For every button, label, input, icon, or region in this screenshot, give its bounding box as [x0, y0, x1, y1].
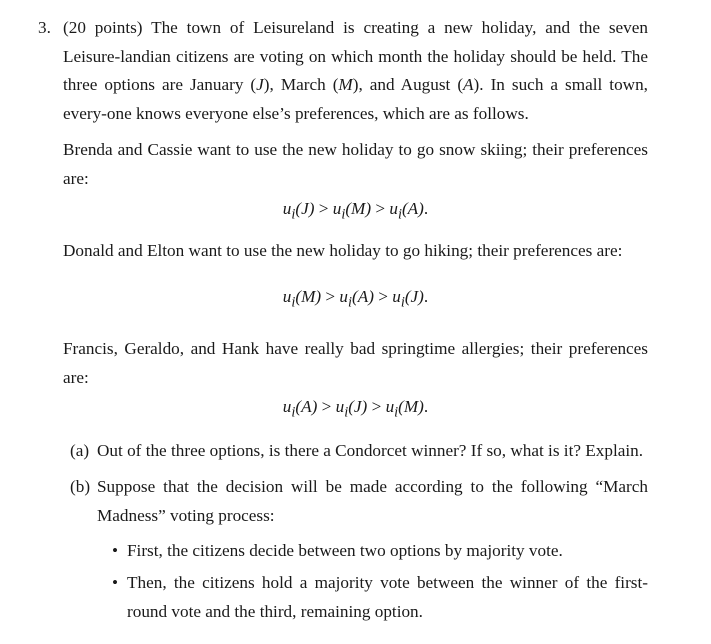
group3-preference: $u_i(A) > u_i(J) > u_i(M)$.	[282, 397, 429, 421]
bullet-text: First, the citizens decide between two options by majority vote.	[127, 541, 563, 560]
problem-number: 3.	[38, 18, 51, 37]
bullet-dot-icon: •	[112, 541, 119, 560]
bullet-text: Then, the citizens hold a majority vote between the winner of the first-round vote and the third, remaining option.	[127, 573, 648, 621]
group3-text: Francis, Geraldo, and Hank have really bad springtime allergies; their preferences are:	[63, 339, 648, 387]
part-b-label: (b)	[70, 477, 91, 496]
group1-text: Brenda and Cassie want to use the new holiday to go snow skiing; their preferences are:	[63, 140, 648, 188]
part-b-text: Suppose that the decision will be made according to the following “March Madness” voting process:	[97, 477, 648, 525]
bullet-dot-icon: •	[112, 573, 119, 592]
problem-intro: (20 points) The town of Leisureland is creating a new holiday, and the seven Leisure-landian citizens are voting on which month the holiday should be held. The three options are January (J), March (M), and August (A). In such a small town, every-one knows everyone else’s preferences, which are as follows.	[63, 18, 648, 123]
group1-preference: $u_i(J) > u_i(M) > u_i(A)$.	[282, 199, 429, 223]
part-a-label: (a)	[70, 441, 90, 460]
group2-text: Donald and Elton want to use the new holiday to go hiking; their preferences are:	[63, 241, 623, 260]
group2-preference: $u_i(M) > u_i(A) > u_i(J)$.	[282, 287, 429, 311]
part-a-text: Out of the three options, is there a Condorcet winner? If so, what is it? Explain.	[97, 441, 644, 460]
